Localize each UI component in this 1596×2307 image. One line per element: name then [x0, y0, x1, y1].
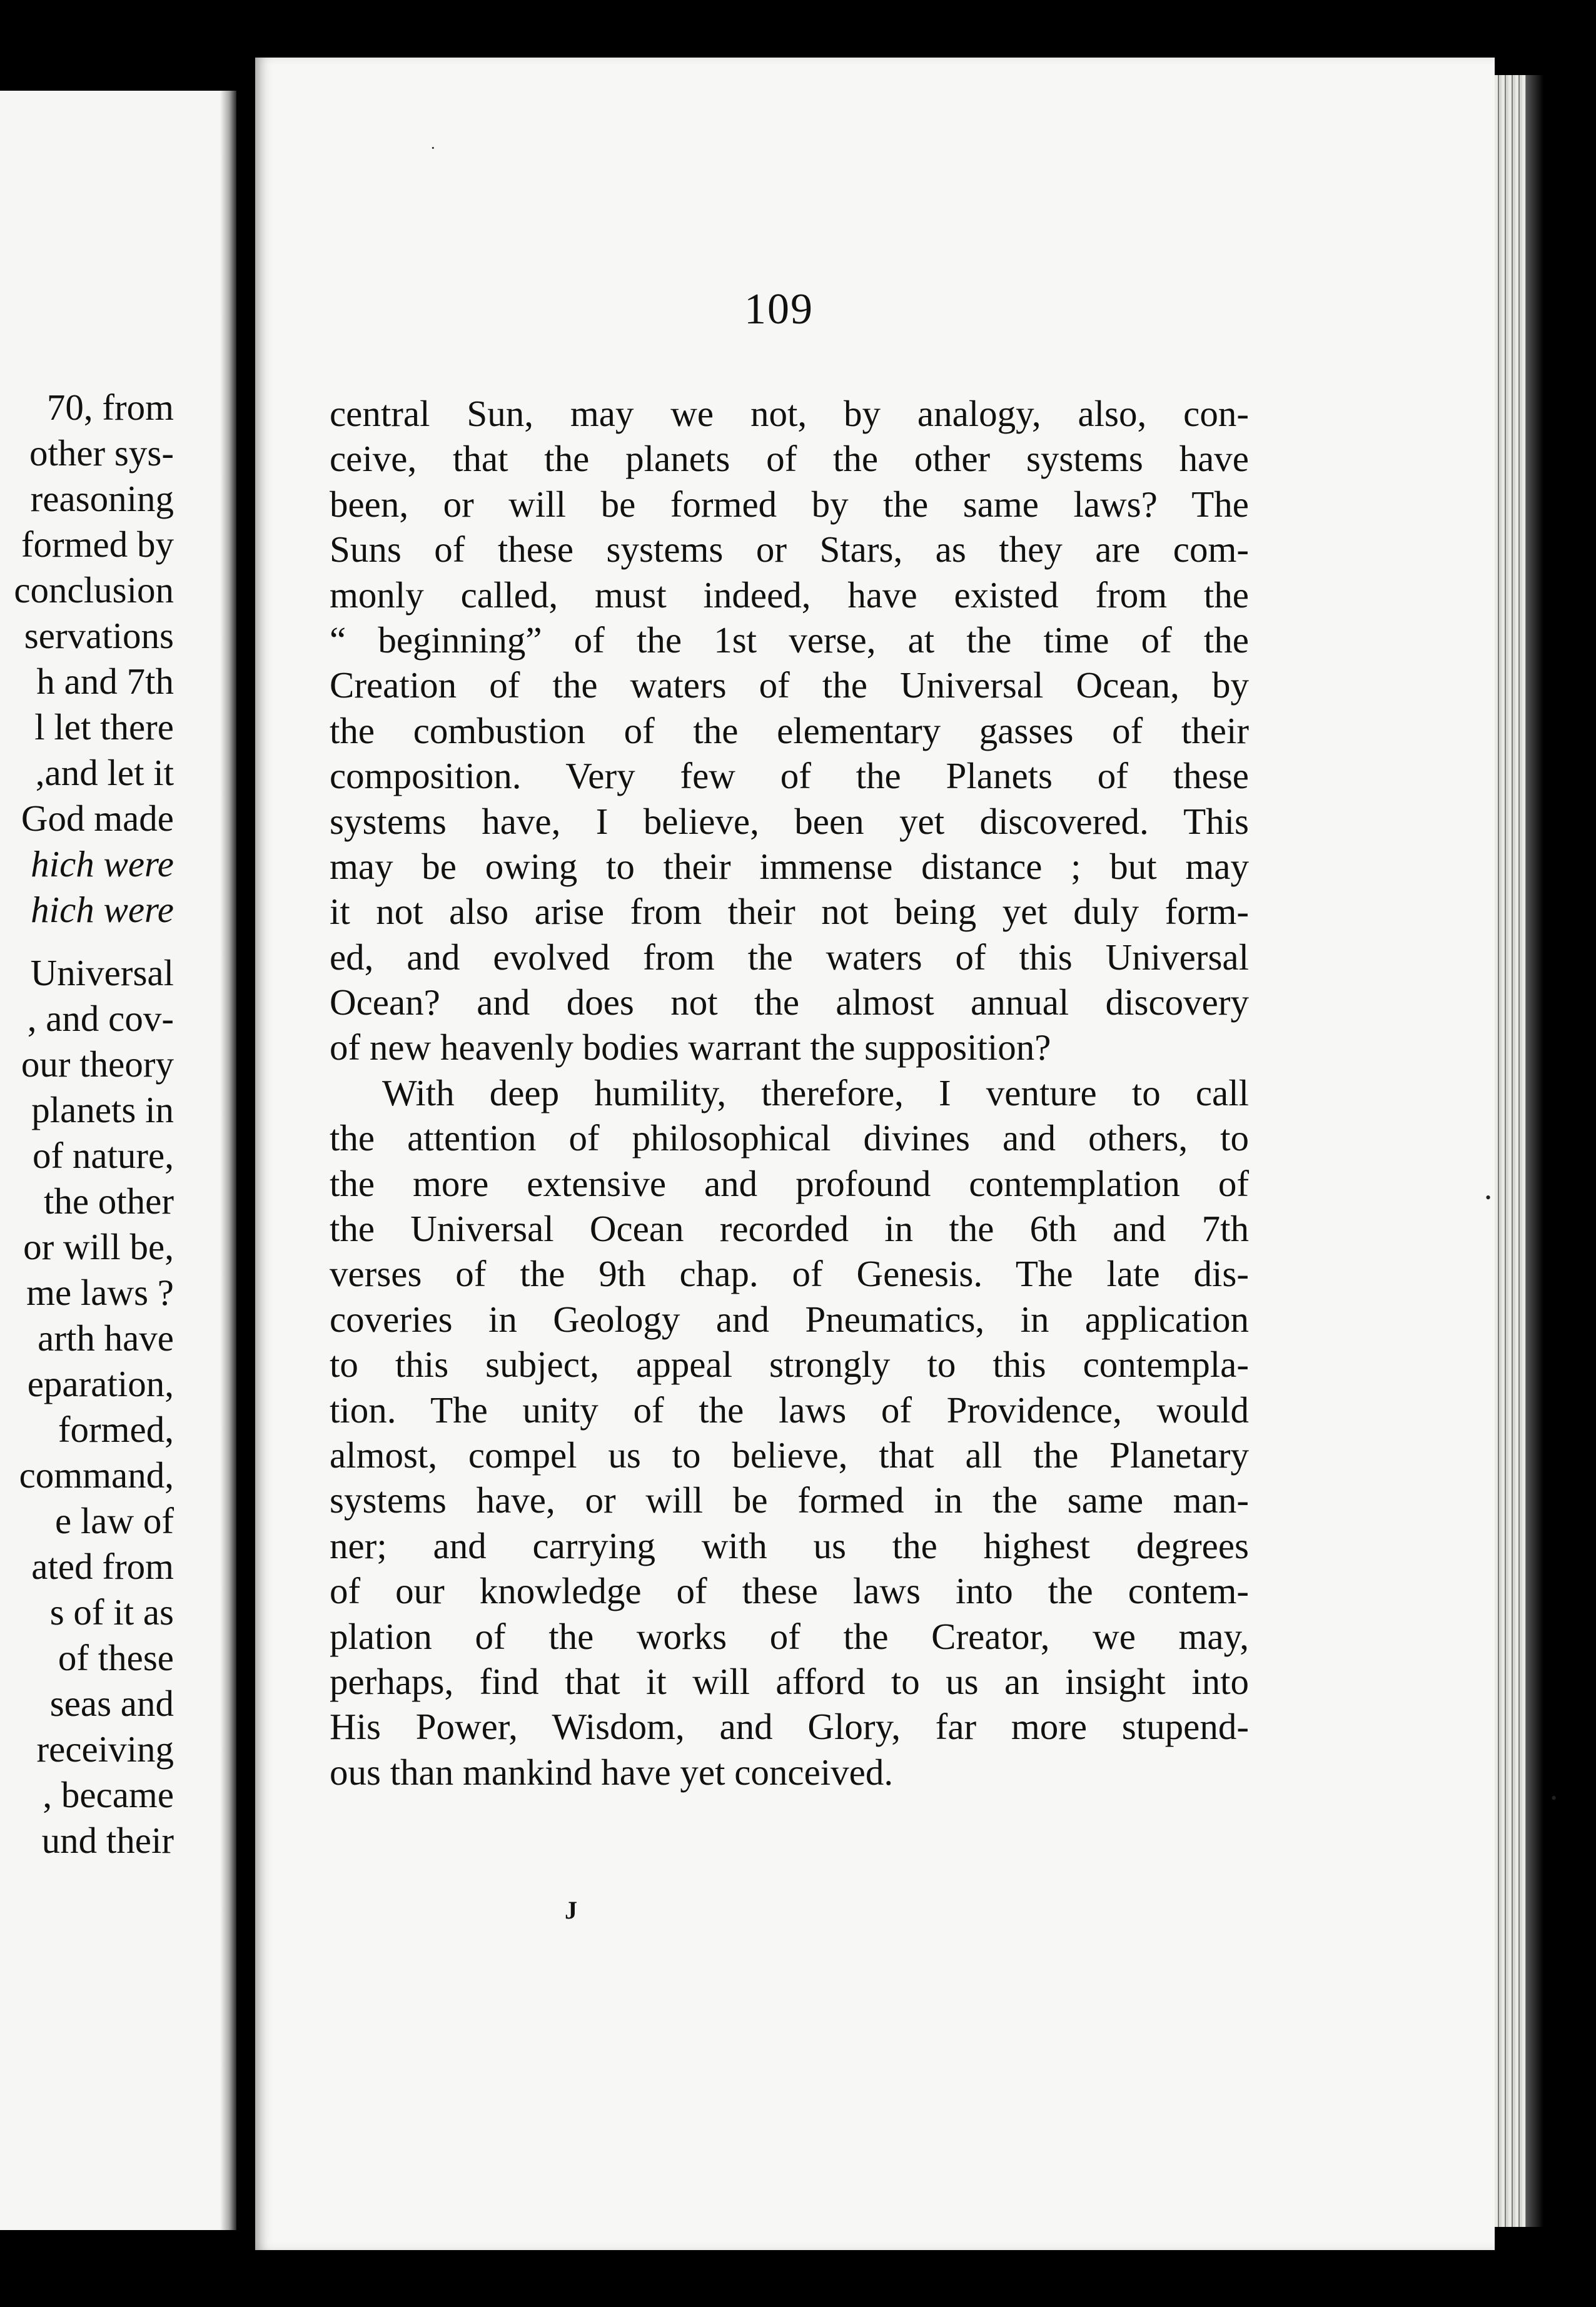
left-line: , and cov-: [27, 998, 174, 1039]
book-gutter: [220, 91, 236, 2230]
text-line: composition. Very few of the Planets of these: [330, 755, 1249, 797]
left-line: hich were: [31, 889, 174, 930]
text-line: the more extensive and profound contemplation of: [330, 1162, 1249, 1204]
left-line: s of it as: [49, 1591, 174, 1633]
left-page-text: [14, 385, 174, 1863]
text-line: Ocean? and does not the almost annual discovery: [330, 981, 1249, 1023]
left-line: arth have: [38, 1317, 174, 1359]
left-line: command,: [19, 1454, 174, 1496]
text-line: ed, and evolved from the waters of this Universal: [330, 936, 1249, 978]
left-line: eparation,: [27, 1363, 174, 1404]
text-line: the Universal Ocean recorded in the 6th and 7th: [330, 1208, 1249, 1250]
left-line: h and 7th: [36, 661, 174, 702]
left-line: or will be,: [23, 1226, 174, 1267]
text-line: almost, compel us to believe, that all the Planetary: [330, 1434, 1249, 1476]
left-line: e law of: [54, 1500, 174, 1541]
signature-mark: J: [565, 1896, 577, 1924]
left-line: of these: [58, 1637, 174, 1678]
left-line: , became: [43, 1774, 174, 1815]
left-line: seas and: [49, 1683, 174, 1724]
left-line: formed by: [21, 524, 174, 565]
left-line: servations: [24, 615, 174, 656]
left-line: hich were: [31, 843, 174, 885]
text-line: of our knowledge of these laws into the contem-: [330, 1570, 1249, 1612]
body-text: [330, 391, 1249, 1795]
text-line: ceive, that the planets of the other systems have: [330, 438, 1249, 480]
left-line: ated from: [31, 1546, 174, 1587]
text-line: ous than mankind have yet conceived.: [330, 1751, 894, 1793]
text-line: Creation of the waters of the Universal Ocean, by: [330, 664, 1249, 706]
left-line: me laws ?: [26, 1272, 174, 1313]
page-edge-shadow: [1526, 75, 1543, 2227]
left-line: formed,: [58, 1409, 174, 1450]
left-line: l let there: [34, 706, 174, 748]
left-line: of nature,: [32, 1135, 174, 1176]
text-line: verses of the 9th chap. of Genesis. The late dis-: [330, 1253, 1249, 1295]
text-line: systems have, or will be formed in the same man-: [330, 1479, 1249, 1521]
text-line: monly called, must indeed, have existed from the: [330, 574, 1249, 616]
left-line: reasoning: [30, 478, 174, 519]
text-line: ner; and carrying with us the highest degrees: [330, 1524, 1249, 1566]
left-page: [0, 91, 236, 2230]
text-line: to this subject, appeal strongly to this contempla-: [330, 1344, 1249, 1386]
left-line: our theory: [21, 1043, 174, 1085]
left-line: receiving: [36, 1728, 174, 1770]
page-number: 109: [744, 285, 814, 333]
text-line: systems have, I believe, been yet discovered. This: [330, 800, 1249, 842]
left-line: conclusion: [14, 569, 174, 611]
text-line: the attention of philosophical divines and others, to: [330, 1117, 1249, 1159]
text-line: perhaps, find that it will afford to us an insight into: [330, 1660, 1249, 1702]
left-line: und their: [41, 1820, 174, 1861]
text-line: plation of the works of the Creator, we may,: [330, 1615, 1249, 1657]
text-line: His Power, Wisdom, and Glory, far more stupend-: [330, 1706, 1249, 1748]
text-line: Suns of these systems or Stars, as they are com-: [330, 529, 1249, 570]
text-line: coveries in Geology and Pneumatics, in application: [330, 1298, 1249, 1340]
ink-speck: •: [1485, 1189, 1492, 1207]
ink-speck: ·: [430, 139, 436, 157]
text-line: been, or will be formed by the same laws? The: [330, 483, 1249, 525]
text-line: it not also arise from their not being yet duly form-: [330, 891, 1249, 933]
text-line: With deep humility, therefore, I venture to call: [382, 1072, 1249, 1113]
left-line: 70, from: [46, 387, 174, 428]
left-paragraph-gap: [14, 933, 174, 950]
left-line: God made: [21, 798, 174, 839]
text-line: the combustion of the elementary gasses of their: [330, 709, 1249, 751]
text-line: tion. The unity of the laws of Providence, would: [330, 1389, 1249, 1431]
left-line: ,and let it: [35, 752, 174, 793]
left-line: the other: [43, 1180, 174, 1222]
text-line: central Sun, may we not, by analogy, also, con-: [330, 393, 1249, 434]
page-edges: [1495, 75, 1526, 2227]
ink-speck: •: [1551, 1789, 1557, 1807]
text-line: of new heavenly bodies warrant the supposition?: [330, 1027, 1051, 1068]
left-line: Universal: [30, 952, 174, 993]
text-line: “ beginning” of the 1st verse, at the time of the: [330, 619, 1249, 661]
left-line: planets in: [31, 1089, 174, 1130]
text-line: may be owing to their immense distance ; but may: [330, 845, 1249, 887]
left-line: other sys-: [29, 432, 174, 474]
